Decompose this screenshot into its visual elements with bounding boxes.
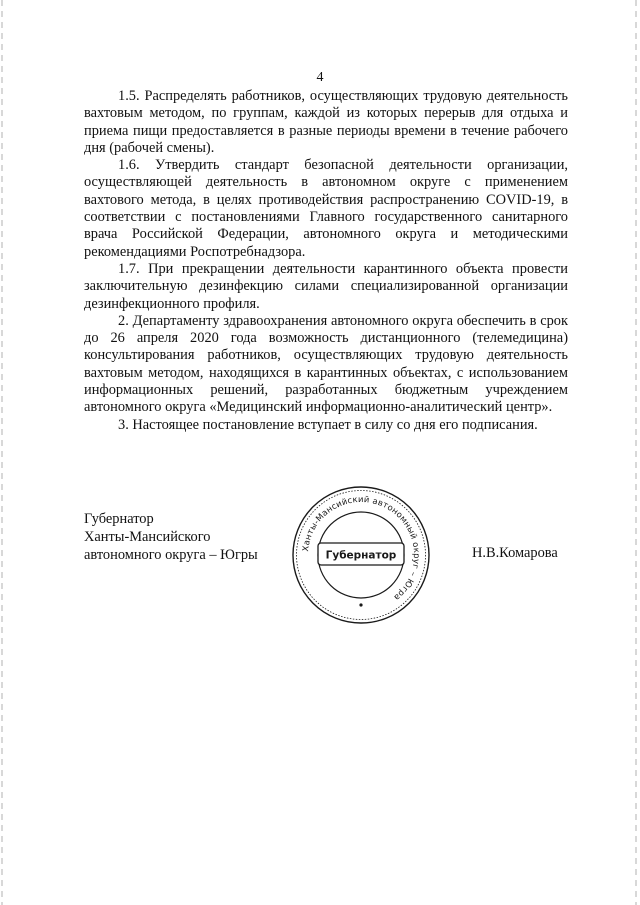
signatory-name: Н.В.Комарова bbox=[472, 545, 558, 561]
signatory-title bbox=[84, 510, 284, 564]
paragraph-1-6: 1.6. Утвердить стандарт безопасной деятельности организации, осуществляющей деятельность в автономном округе с применением вахтового метода, в целях противодействия распространению COVID-19, в соответствии с постановлениями Главного государственного санитарного врача Российской Федерации, автономного округа и методическими рекомендациями Роспотребнадзора. bbox=[84, 157, 568, 260]
paragraph-3: 3. Настоящее постановление вступает в силу со дня его подписания. bbox=[118, 416, 538, 433]
scan-edge-left bbox=[1, 0, 3, 905]
signatory-title-line-1: Губернатор bbox=[84, 511, 154, 527]
paragraph-2: 2. Департаменту здравоохранения автономного округа обеспечить в срок до 26 апреля 2020 года возможность дистанционного (телемедицина) консультирования работников, осуществляющих трудовую деятельность вахтовым методом, находящихся в карантинных объектах, с использованием информационных решений, разработанных бюджетным учреждением автономного округа «Медицинский информационно-аналитический центр». bbox=[84, 312, 568, 416]
seal-dot bbox=[359, 603, 362, 606]
seal-ring-text: Ханты-Мансийский автономный округ – Югра bbox=[300, 493, 423, 604]
seal-graphic bbox=[290, 484, 432, 626]
paragraph-1-5: 1.5. Распределять работников, осуществляющих трудовую деятельность вахтовым методом, по группам, каждой из которых перерыв для отдыха и приема пищи предоставляется в разные периоды времени в течение рабочего дня (рабочей смены). bbox=[84, 88, 568, 156]
seal-center-text: Губернатор bbox=[325, 549, 397, 562]
paragraph-1-7: 1.7. При прекращении деятельности карантинного объекта провести заключительную дезинфекцию силами специализированной организации дезинфекционного профиля. bbox=[84, 260, 568, 312]
signatory-title-line-3: автономного округа – Югры bbox=[84, 547, 258, 563]
page-number: 4 bbox=[316, 70, 324, 85]
scan-edge-right bbox=[635, 0, 637, 905]
document-body bbox=[84, 88, 568, 434]
signatory-title-line-2: Ханты-Мансийского bbox=[84, 529, 211, 545]
official-seal bbox=[290, 484, 432, 626]
